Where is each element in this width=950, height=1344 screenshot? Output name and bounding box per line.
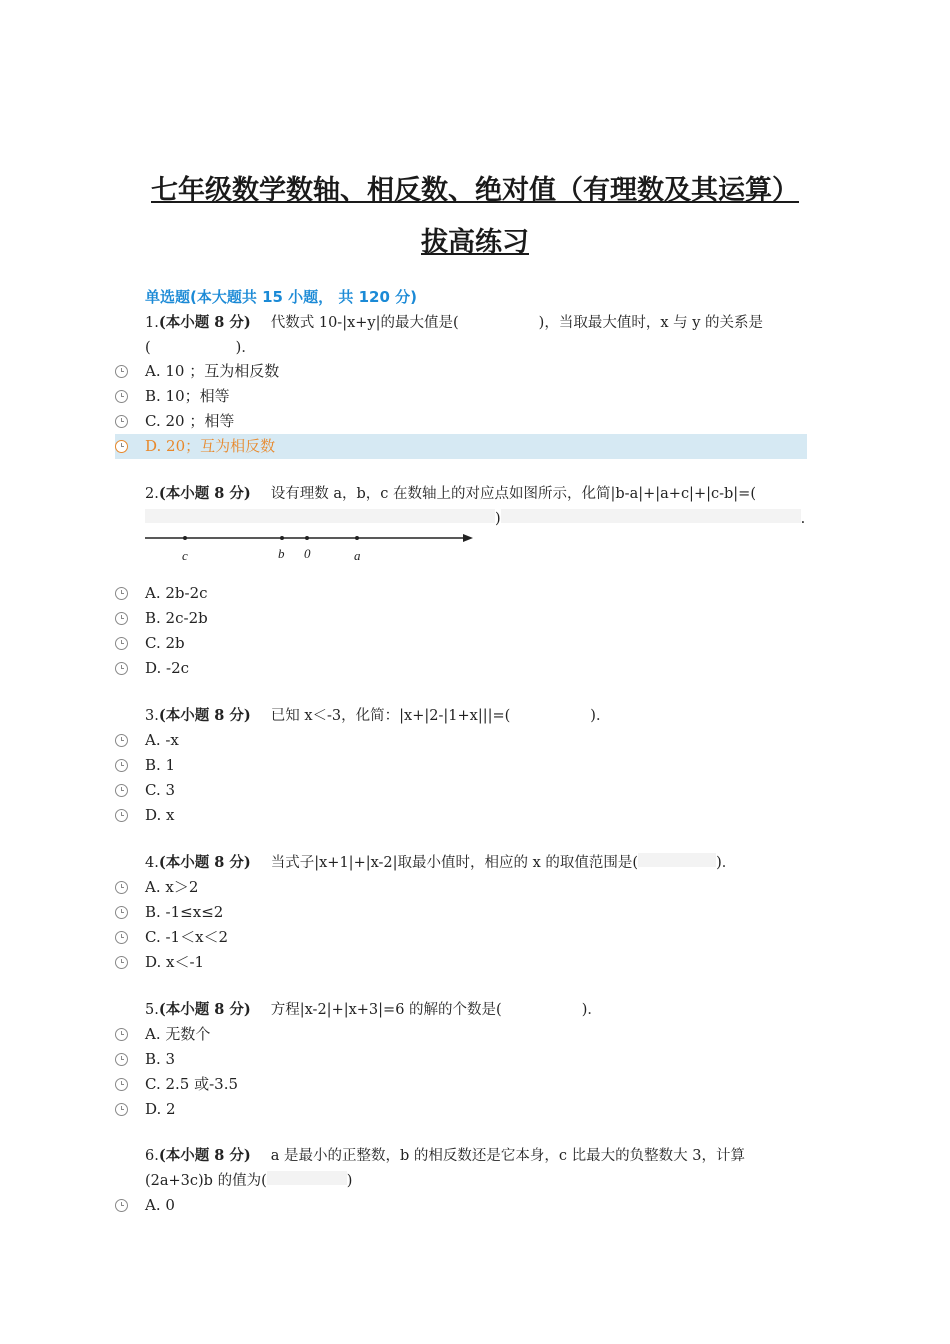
option-label: C. 3 xyxy=(145,781,176,799)
axis-label-a: a xyxy=(354,548,361,563)
point-b-dot xyxy=(280,536,284,540)
question-number: 6. xyxy=(145,1148,159,1164)
radio-button[interactable] xyxy=(115,1199,128,1212)
option-3d[interactable] xyxy=(115,803,807,828)
question-text: . xyxy=(800,511,806,527)
option-label: B. 3 xyxy=(145,1050,176,1068)
option-2b[interactable] xyxy=(115,606,807,631)
option-label: C. 2b xyxy=(145,634,185,652)
question-text: (2a+3c)b 的值为( xyxy=(145,1173,267,1189)
option-2c[interactable] xyxy=(115,631,807,656)
radio-button[interactable] xyxy=(115,612,128,625)
point-a-dot xyxy=(355,536,359,540)
option-label: B. -1≤x≤2 xyxy=(145,903,224,921)
option-label: A. 10 ；互为相反数 xyxy=(145,362,280,380)
option-3c[interactable] xyxy=(115,778,807,803)
radio-button[interactable] xyxy=(115,440,128,453)
option-1a[interactable] xyxy=(115,359,807,384)
radio-button[interactable] xyxy=(115,931,128,944)
axis-label-b: b xyxy=(278,546,285,561)
option-1b[interactable] xyxy=(115,384,807,409)
option-label: D. x＜-1 xyxy=(145,953,205,971)
point-c-dot xyxy=(183,536,187,540)
option-label: B. 2c-2b xyxy=(145,609,208,627)
option-5b[interactable] xyxy=(115,1047,807,1072)
radio-button[interactable] xyxy=(115,1028,128,1041)
radio-button[interactable] xyxy=(115,637,128,650)
radio-button[interactable] xyxy=(115,759,128,772)
question-text: ) xyxy=(495,511,501,527)
option-label: D. 2 xyxy=(145,1100,176,1118)
radio-button[interactable] xyxy=(115,1078,128,1091)
option-2d[interactable] xyxy=(115,656,807,681)
question-number: 1. xyxy=(145,315,159,331)
option-label: A. 0 xyxy=(145,1196,175,1214)
radio-button[interactable] xyxy=(115,415,128,428)
question-points: (本小题 8 分) xyxy=(158,854,251,871)
option-label: D. 20；互为相反数 xyxy=(145,437,276,455)
question-number: 3. xyxy=(145,708,159,724)
option-4b[interactable] xyxy=(115,900,807,925)
section-header: 单选题(本大题共 15 小题， 共 120 分) xyxy=(145,288,418,306)
radio-button[interactable] xyxy=(115,1053,128,1066)
question-text: 方程|x-2|+|x+3|=6 的解的个数是( xyxy=(270,1002,502,1018)
option-6a[interactable] xyxy=(115,1193,807,1218)
option-label: B. 10；相等 xyxy=(145,387,230,405)
number-line-figure xyxy=(145,530,485,566)
question-text: )，当取最大值时，x 与 y 的关系是 xyxy=(538,315,764,331)
axis-label-c: c xyxy=(182,548,188,563)
question-2 xyxy=(145,481,810,532)
radio-button[interactable] xyxy=(115,1103,128,1116)
question-points: (本小题 8 分) xyxy=(158,485,251,502)
option-label: C. 20 ；相等 xyxy=(145,412,235,430)
option-5d[interactable] xyxy=(115,1097,807,1122)
question-text: 当式子|x+1|+|x-2|取最小值时，相应的 x 的取值范围是( xyxy=(270,855,639,871)
question-1 xyxy=(145,310,810,361)
question-points: (本小题 8 分) xyxy=(158,1001,251,1018)
option-4d[interactable] xyxy=(115,950,807,975)
point-0-dot xyxy=(305,536,309,540)
question-text: 已知 x＜-3，化简：|x+|2-|1+x|||=( xyxy=(270,708,511,724)
question-number: 2. xyxy=(145,486,159,502)
question-points: (本小题 8 分) xyxy=(158,707,251,724)
question-text: ( xyxy=(145,340,151,356)
question-text: ) xyxy=(346,1173,353,1189)
radio-button[interactable] xyxy=(115,390,128,403)
question-points: (本小题 8 分) xyxy=(158,314,251,331)
option-5a[interactable] xyxy=(115,1022,807,1047)
question-5 xyxy=(145,997,810,1023)
question-text: )． xyxy=(235,340,256,356)
page-title: 七年级数学数轴、相反数、绝对值（有理数及其运算） xyxy=(151,175,799,206)
radio-button[interactable] xyxy=(115,881,128,894)
option-3b[interactable] xyxy=(115,753,807,778)
radio-button[interactable] xyxy=(115,906,128,919)
question-3 xyxy=(145,703,810,729)
option-3a[interactable] xyxy=(115,728,807,753)
option-label: A. 2b-2c xyxy=(145,584,208,602)
question-text: a 是最小的正整数，b 的相反数还是它本身，c 比最大的负整数大 3，计算 xyxy=(270,1148,745,1164)
option-label: C. -1＜x＜2 xyxy=(145,928,229,946)
option-1d-selected[interactable] xyxy=(115,434,807,459)
radio-button[interactable] xyxy=(115,809,128,822)
option-label: A. -x xyxy=(145,731,179,749)
question-text: )． xyxy=(590,708,611,724)
radio-button[interactable] xyxy=(115,587,128,600)
question-text: )． xyxy=(716,855,737,871)
option-label: D. x xyxy=(145,806,175,824)
option-1c[interactable] xyxy=(115,409,807,434)
question-4 xyxy=(145,850,810,876)
radio-button[interactable] xyxy=(115,734,128,747)
question-number: 4. xyxy=(145,855,159,871)
option-label: D. -2c xyxy=(145,659,190,677)
option-2a[interactable] xyxy=(115,581,807,606)
radio-button[interactable] xyxy=(115,784,128,797)
axis-label-0: 0 xyxy=(304,546,311,561)
question-points: (本小题 8 分) xyxy=(158,1147,251,1164)
question-text: 设有理数 a，b，c 在数轴上的对应点如图所示，化简|b-a|+|a+c|+|c-b|=( xyxy=(270,486,756,502)
option-label: A. x＞2 xyxy=(145,878,199,896)
option-4c[interactable] xyxy=(115,925,807,950)
option-label: B. 1 xyxy=(145,756,176,774)
question-text: 代数式 10-|x+y|的最大值是( xyxy=(270,315,459,331)
radio-button[interactable] xyxy=(115,662,128,675)
option-label: C. 2.5 或-3.5 xyxy=(145,1075,239,1093)
question-number: 5. xyxy=(145,1002,159,1018)
option-5c[interactable] xyxy=(115,1072,807,1097)
option-label: A. 无数个 xyxy=(145,1025,211,1043)
question-text: )． xyxy=(581,1002,602,1018)
page-subtitle: 拔高练习 xyxy=(421,227,529,258)
arrow-head-icon xyxy=(463,534,473,542)
question-6 xyxy=(145,1143,810,1194)
radio-button[interactable] xyxy=(115,956,128,969)
option-4a[interactable] xyxy=(115,875,807,900)
radio-button[interactable] xyxy=(115,365,128,378)
